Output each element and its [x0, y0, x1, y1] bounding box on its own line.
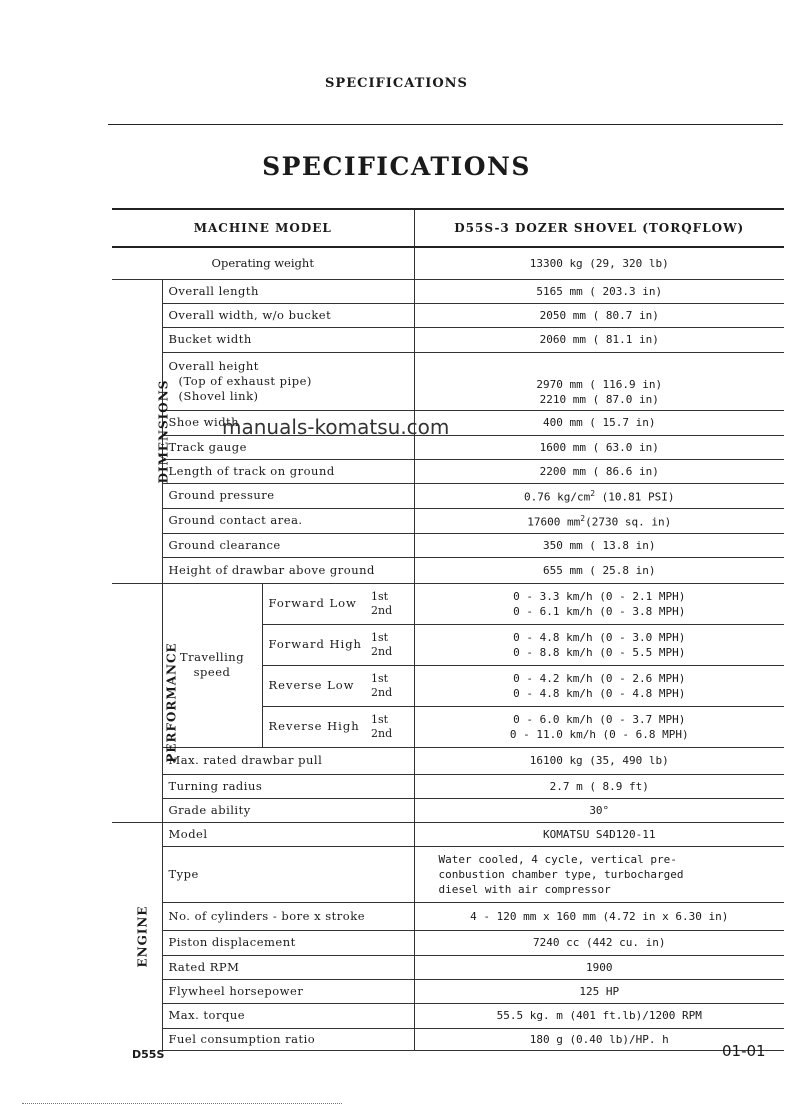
ground-contact-value: 17600 $mm^2(2730$ sq. in) [414, 508, 784, 533]
drawbar-pull-label: Max. rated drawbar pull [162, 747, 414, 774]
table-row [112, 508, 784, 533]
table-row [112, 352, 784, 410]
reverse-low-ordinals: 1st 2nd [369, 665, 414, 706]
dimensions-section-label: DIMENSIONS [112, 279, 162, 583]
page-number: 01-01 [722, 1042, 766, 1060]
running-header: SPECIFICATIONS [325, 76, 468, 91]
forward-high-label: Forward High [262, 624, 369, 665]
table-row [112, 459, 784, 483]
watermark: manuals-komatsu.com [222, 415, 450, 439]
grade-ability-value: 30° [414, 798, 784, 822]
ground-pressure-label: Ground pressure [162, 483, 414, 508]
performance-section-label: PERFORMANCE [112, 583, 162, 822]
engine-model-value: KOMATSU S4D120-11 [414, 822, 784, 846]
turning-radius-label: Turning radius [162, 774, 414, 798]
fuel-ratio-value: 180 g (0.40 lb)/HP. h [414, 1028, 784, 1050]
track-gauge-label: Track gauge [162, 435, 414, 459]
overall-width-value: 2050 mm ( 80.7 in) [414, 303, 784, 327]
track-length-value: 2200 mm ( 86.6 in) [414, 459, 784, 483]
max-torque-label: Max. torque [162, 1003, 414, 1028]
forward-low-ordinals: 1st 2nd [369, 583, 414, 624]
table-row [112, 774, 784, 798]
overall-height-title: Overall height [168, 358, 259, 373]
cylinders-label: No. of cylinders - bore x stroke [162, 902, 414, 930]
fuel-ratio-label: Fuel consumption ratio [162, 1028, 414, 1050]
table-row [112, 247, 784, 279]
machine-model-label: MACHINE MODEL [112, 209, 414, 247]
forward-low-value: 0 - 3.3 km/h (0 - 2.1 MPH) 0 - 6.1 km/h (0 - 3.8 MPH) [414, 583, 784, 624]
ground-pressure-value: 0.76 $kg/cm^2$ (10.81 PSI) [414, 483, 784, 508]
reverse-high-value: 0 - 6.0 km/h (0 - 3.7 MPH) 0 - 11.0 km/h (0 - 6.8 MPH) [414, 706, 784, 747]
table-row [112, 747, 784, 774]
table-row [112, 902, 784, 930]
page-title: SPECIFICATIONS [262, 152, 531, 181]
machine-model-value: D55S-3 DOZER SHOVEL (TORQFLOW) [414, 209, 784, 247]
flywheel-hp-label: Flywheel horsepower [162, 979, 414, 1003]
turning-radius-value: 2.7 m ( 8.9 ft) [414, 774, 784, 798]
table-row [112, 1003, 784, 1028]
footer-model: D55S [132, 1048, 165, 1061]
forward-high-value: 0 - 4.8 km/h (0 - 3.0 MPH) 0 - 8.8 km/h (0 - 5.5 MPH) [414, 624, 784, 665]
engine-section-label: ENGINE [135, 905, 150, 968]
reverse-low-value: 0 - 4.2 km/h (0 - 2.6 MPH) 0 - 4.8 km/h (0 - 4.8 MPH) [414, 665, 784, 706]
reverse-low-label: Reverse Low [262, 665, 369, 706]
operating-weight-value: 13300 kg (29, 320 lb) [414, 247, 784, 279]
table-row [112, 930, 784, 955]
table-row [112, 846, 784, 902]
scan-artifact-dots [22, 1103, 342, 1104]
bucket-width-label: Bucket width [162, 327, 414, 352]
displacement-label: Piston displacement [162, 930, 414, 955]
ground-clearance-value: 350 mm ( 13.8 in) [414, 533, 784, 557]
table-row [112, 1028, 784, 1050]
overall-length-label: Overall length [162, 279, 414, 303]
reverse-high-ordinals: 1st 2nd [369, 706, 414, 747]
rated-rpm-value: 1900 [414, 955, 784, 979]
displacement-value: 7240 cc (442 cu. in) [414, 930, 784, 955]
cylinders-value: 4 - 120 mm x 160 mm (4.72 in x 6.30 in) [414, 902, 784, 930]
engine-model-label: Model [162, 822, 414, 846]
table-row [112, 798, 784, 822]
drawbar-height-value: 655 mm ( 25.8 in) [414, 557, 784, 583]
spec-table [112, 208, 784, 1051]
table-row [112, 583, 784, 624]
forward-low-label: Forward Low [262, 583, 369, 624]
table-row [112, 979, 784, 1003]
table-row [112, 303, 784, 327]
reverse-high-label: Reverse High [262, 706, 369, 747]
engine-type-value: Water cooled, 4 cycle, vertical pre- conbustion chamber type, turbocharged diesel with air compressor [414, 846, 784, 902]
ground-contact-label: Ground contact area. [162, 508, 414, 533]
engine-type-label: Type [162, 846, 414, 902]
table-row [112, 822, 784, 846]
drawbar-pull-value: 16100 kg (35, 490 lb) [414, 747, 784, 774]
travelling-speed-label: Travelling speed [162, 583, 262, 747]
overall-height-label [162, 352, 414, 410]
overall-length-value: 5165 mm ( 203.3 in) [414, 279, 784, 303]
bucket-width-value: 2060 mm ( 81.1 in) [414, 327, 784, 352]
header-rule [108, 124, 783, 125]
table-row [112, 327, 784, 352]
table-row [112, 483, 784, 508]
shoe-width-label: Shoe width [162, 410, 414, 435]
grade-ability-label: Grade ability [162, 798, 414, 822]
max-torque-value: 55.5 kg. m (401 ft.lb)/1200 RPM [414, 1003, 784, 1028]
drawbar-height-label: Height of drawbar above ground [162, 557, 414, 583]
overall-height-value1: 2970 mm ( 116.9 in) [536, 377, 663, 391]
ground-clearance-label: Ground clearance [162, 533, 414, 557]
overall-height-sub2: (Shovel link) [178, 388, 259, 403]
overall-width-label: Overall width, w/o bucket [162, 303, 414, 327]
overall-height-sub1: (Top of exhaust pipe) [178, 373, 312, 388]
flywheel-hp-value: 125 HP [414, 979, 784, 1003]
rated-rpm-label: Rated RPM [162, 955, 414, 979]
table-row [112, 279, 784, 303]
table-row [112, 955, 784, 979]
operating-weight-label: Operating weight [112, 247, 414, 279]
overall-height-value2: 2210 mm ( 87.0 in) [539, 392, 659, 406]
table-header-row [112, 209, 784, 247]
track-gauge-value: 1600 mm ( 63.0 in) [414, 435, 784, 459]
track-length-label: Length of track on ground [162, 459, 414, 483]
overall-height-value [414, 352, 784, 410]
forward-high-ordinals: 1st 2nd [369, 624, 414, 665]
shoe-width-value: 400 mm ( 15.7 in) [414, 410, 784, 435]
table-row [112, 557, 784, 583]
table-row [112, 533, 784, 557]
